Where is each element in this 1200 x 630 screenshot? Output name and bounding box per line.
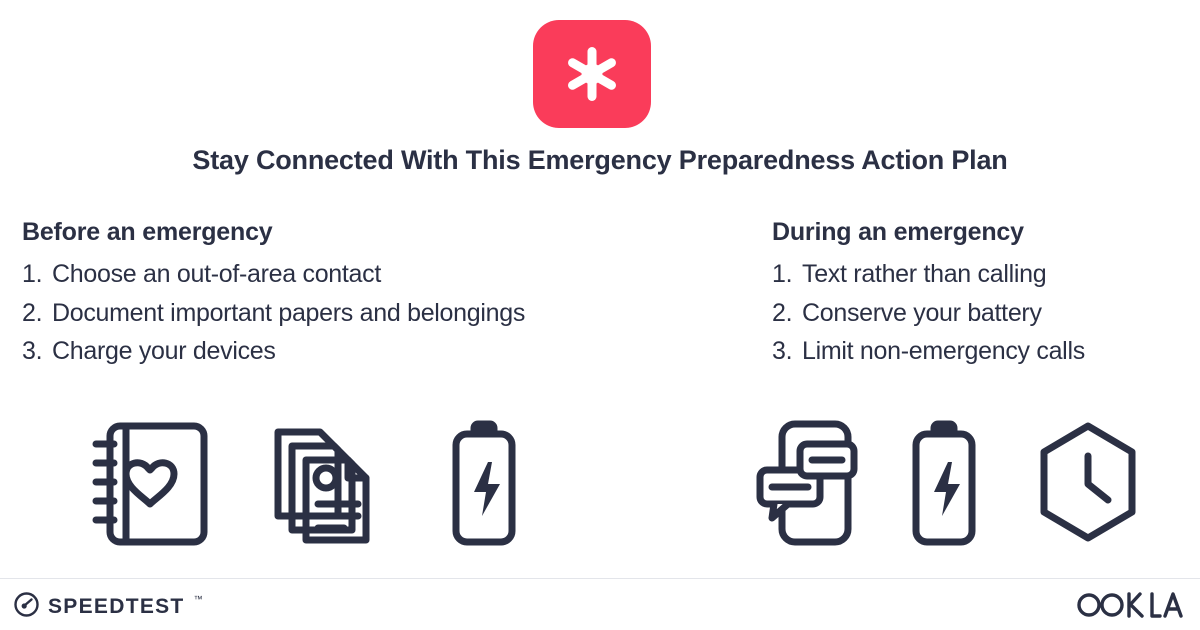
list-item	[772, 294, 1192, 333]
hexagon-clock-icon	[1028, 418, 1148, 550]
list-item-label: Choose an out-of-area contact	[52, 260, 382, 288]
list-item-number: 3.	[772, 337, 793, 365]
list-item	[772, 332, 1192, 371]
list-before-emergency	[22, 255, 742, 371]
column-before-emergency	[22, 218, 742, 371]
documents-stack-icon	[270, 418, 388, 550]
asterisk-icon	[561, 43, 623, 105]
list-item	[772, 255, 1192, 294]
list-item-label: Document important papers and belongings	[52, 298, 526, 327]
list-item-number: 3.	[22, 337, 43, 365]
column-title: During an emergency	[772, 218, 1024, 246]
phone-message-icon	[752, 418, 860, 550]
brand-badge	[533, 20, 651, 128]
list-item-label: Charge your devices	[52, 337, 276, 365]
trademark-symbol: ™	[193, 594, 203, 604]
list-item-label: Conserve your battery	[802, 298, 1042, 327]
column-title: Before an emergency	[22, 218, 273, 246]
list-item	[22, 332, 742, 371]
list-item	[22, 294, 742, 333]
list-item	[22, 255, 742, 294]
battery-bolt-icon	[906, 418, 982, 550]
speedtest-wordmark: SPEEDTEST	[48, 595, 185, 618]
notebook-heart-icon	[88, 418, 212, 550]
column-during-emergency	[772, 218, 1192, 371]
list-item-label: Limit non-emergency calls	[802, 337, 1085, 365]
list-item-number: 2.	[22, 298, 43, 327]
footer-divider	[0, 578, 1200, 579]
list-item-number: 1.	[772, 260, 793, 288]
page-title: Stay Connected With This Emergency Preparedness Action Plan	[192, 145, 1008, 175]
list-item-number: 1.	[22, 260, 43, 288]
ookla-logo	[1076, 592, 1184, 618]
speedtest-gauge-icon	[14, 592, 39, 622]
icon-row-during-emergency	[752, 418, 1148, 550]
speedtest-logo	[14, 592, 203, 622]
list-item-number: 2.	[772, 298, 793, 327]
ookla-mark-icon	[1076, 592, 1184, 618]
battery-bolt-icon	[446, 418, 522, 550]
list-during-emergency	[772, 255, 1192, 371]
icon-row-before-emergency	[88, 418, 522, 550]
list-item-label: Text rather than calling	[802, 260, 1047, 288]
